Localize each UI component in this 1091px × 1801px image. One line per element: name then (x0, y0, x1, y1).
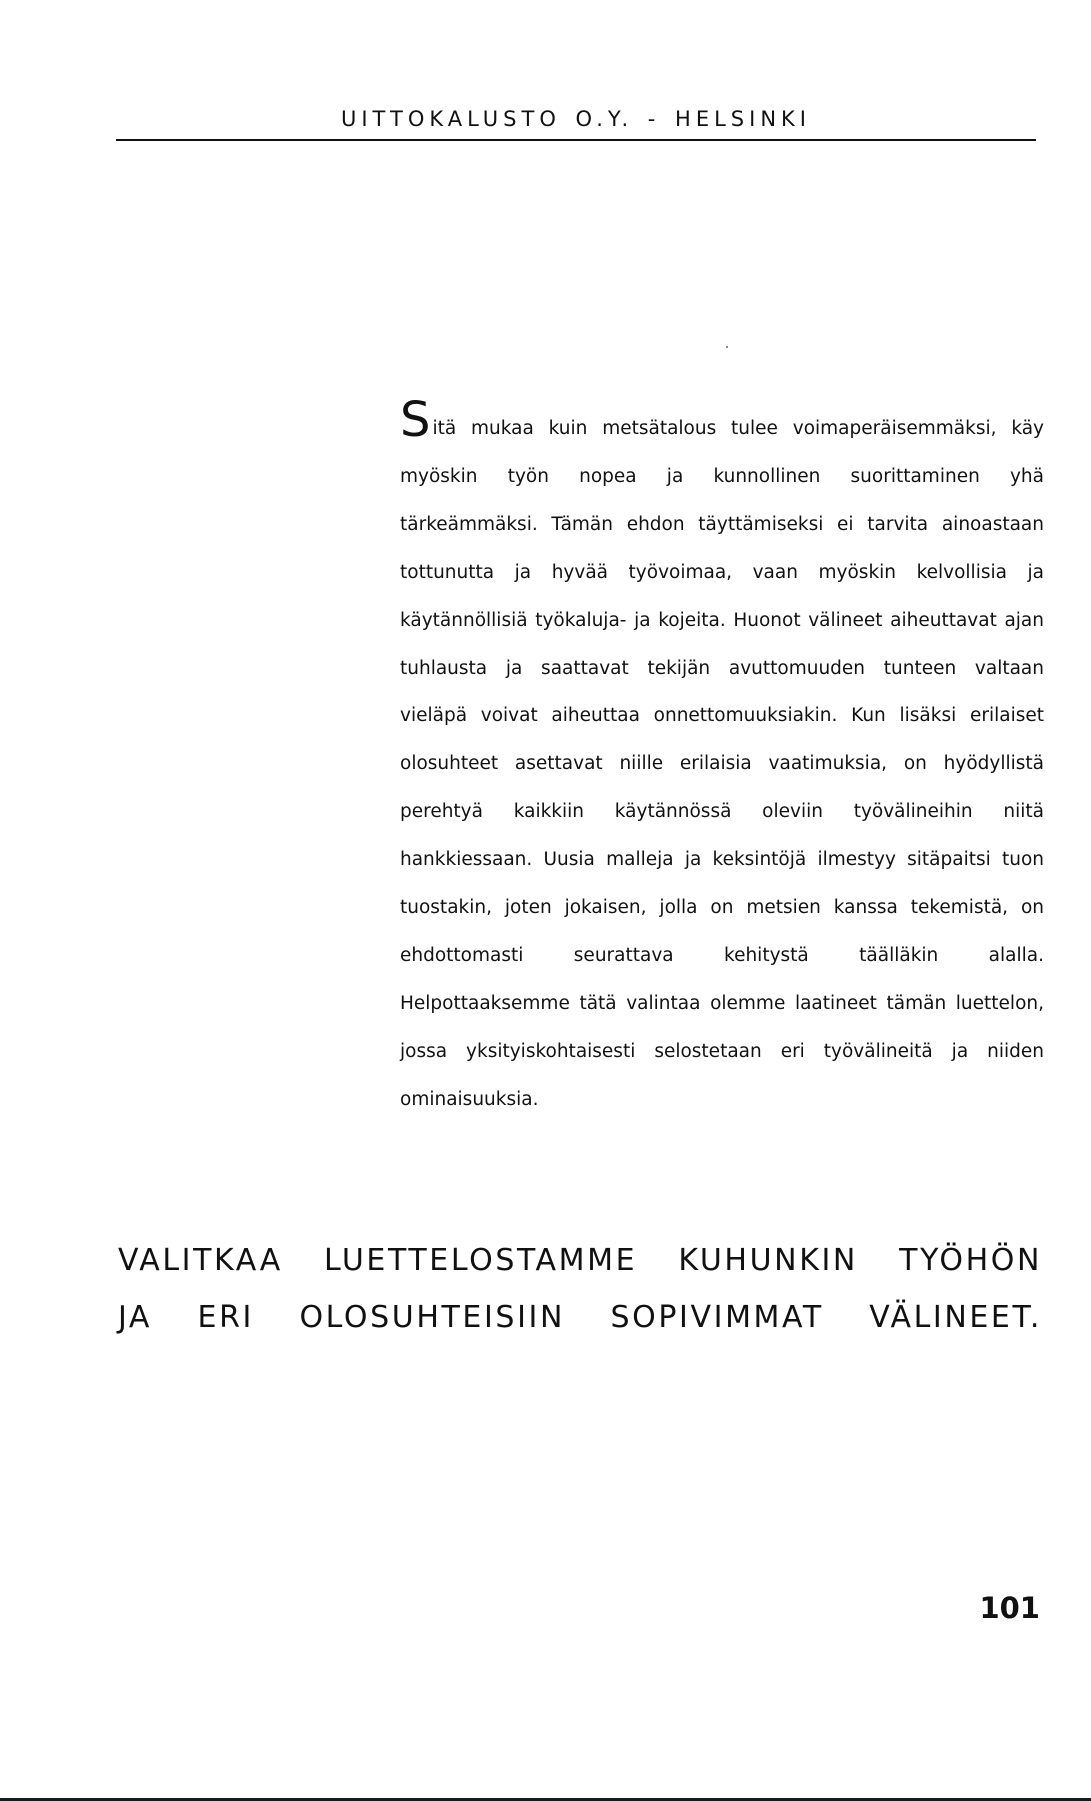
slogan (118, 1232, 1042, 1346)
header-rule (116, 139, 1036, 141)
company-header: UITTOKALUSTO O.Y. - HELSINKI (340, 107, 812, 131)
drop-cap: S (400, 392, 431, 448)
slogan-line-1: VALITKAA LUETTELOSTAMME KUHUNKIN TYÖHÖN (118, 1243, 1042, 1278)
intro-paragraph (400, 392, 1044, 1124)
intro-text: itä mukaa kuin metsätalous tulee voimaperäisemmäksi, käy myöskin työn nopea ja kunnollinen suorittaminen yhä tärkeämmäksi. Tämän ehdon täyttämiseksi ei tarvita ainoastaan tottunutta ja hyvää työvoimaa, vaan myöskin kelvollisia ja käytännöllisiä työkaluja- ja kojeita. Huonot välineet aiheuttavat ajan tuhlausta ja saattavat tekijän avuttomuuden tunteen valtaan vieläpä voivat aiheuttaa onnettomuuksiakin. Kun lisäksi erilaiset olosuhteet asettavat niille erilaisia vaatimuksia, on hyödyllistä perehtyä kaikkiin käytännössä oleviin työvälineihin niitä hankkiessaan. Uusia malleja ja keksintöjä ilmestyy sitäpaitsi tuon tuostakin, joten jokaisen, jolla on metsien kanssa tekemistä, on ehdottomasti seurattava kehitystä täälläkin alalla. Helpottaaksemme tätä valintaa olemme laatineet tämän luettelon, jossa yksityiskohtaisesti selostetaan eri työvälineitä ja niiden ominaisuuksia. (400, 418, 1044, 1110)
page-number: 101 (979, 1591, 1040, 1625)
slogan-line-2: JA ERI OLOSUHTEISIIN SOPIVIMMAT VÄLINEET. (118, 1300, 1042, 1335)
print-speck (726, 346, 728, 348)
